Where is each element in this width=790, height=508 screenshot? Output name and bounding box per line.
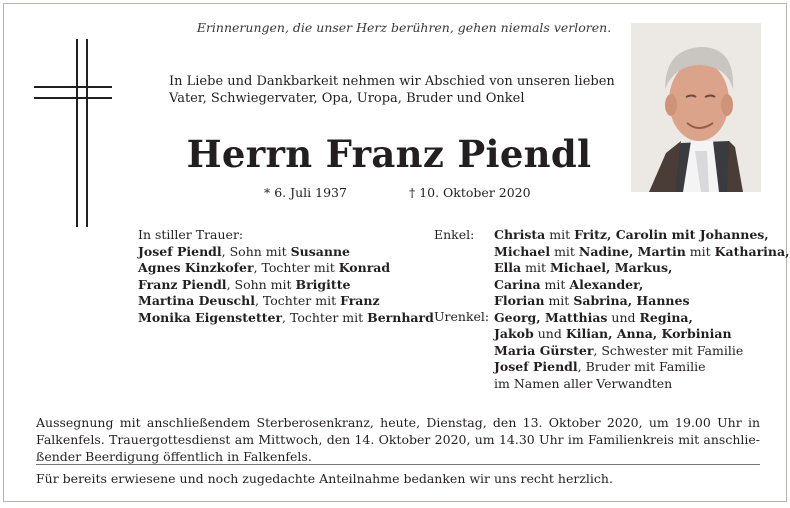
list-item: Maria Gürster, Schwester mit Familie bbox=[494, 342, 744, 358]
intro-line: In Liebe und Dankbarkeit nehmen wir Abschied von unseren lieben bbox=[169, 74, 615, 89]
obituary-notice bbox=[3, 3, 790, 502]
service-announcement bbox=[36, 414, 760, 465]
list-item: Florian mit Sabrina, Hannes bbox=[494, 293, 690, 308]
list-item: Carina mit Alexander, bbox=[494, 276, 644, 292]
cross-icon bbox=[34, 39, 112, 227]
list-item: Monika Eigenstetter, Tochter mit Bernhard bbox=[138, 309, 434, 325]
birth-date: * 6. Juli 1937 bbox=[264, 185, 347, 200]
list-item: Jakob und Kilian, Anna, Korbinian bbox=[494, 326, 732, 341]
intro-line: Vater, Schwiegervater, Opa, Uropa, Bruder und Onkel bbox=[169, 91, 525, 106]
list-item: Agnes Kinzkofer, Tochter mit Konrad bbox=[138, 260, 391, 275]
life-dates bbox=[264, 185, 531, 200]
portrait-photo bbox=[631, 23, 761, 192]
list-item: Michael mit Nadine, Martin mit Katharina, bbox=[494, 243, 790, 259]
list-item: Franz Piendl, Sohn mit Brigitte bbox=[138, 276, 351, 292]
list-item: Ella mit Michael, Markus, bbox=[494, 260, 673, 275]
service-line: Falkenfels. Trauergottesdienst am Mittwoch, den 14. Oktober 2020, um 14.30 Uhr im Familienkreis mit anschlie- bbox=[36, 432, 760, 447]
thanks-text: Für bereits erwiesene und noch zugedachte Anteilnahme bedanken wir uns recht herzlich. bbox=[36, 471, 613, 486]
list-item: Josef Piendl, Bruder mit Familie bbox=[494, 359, 706, 374]
service-line: ßender Beerdigung öffentlich in Falkenfels. bbox=[36, 449, 312, 464]
list-item: Josef Piendl, Sohn mit Susanne bbox=[138, 243, 351, 259]
deceased-name: Herrn Franz Piendl bbox=[186, 132, 592, 176]
list-item: im Namen aller Verwandten bbox=[494, 375, 673, 391]
mourners-list bbox=[138, 227, 434, 326]
list-item: Martina Deuschl, Tochter mit Franz bbox=[138, 293, 380, 308]
death-date: † 10. Oktober 2020 bbox=[408, 185, 531, 200]
service-line: Aussegnung mit anschließendem Sterberosenkranz, heute, Dienstag, den 13. Oktober 2020, um 19.00 Uhr in bbox=[36, 415, 760, 430]
great-grandchildren-label: Urenkel: bbox=[434, 309, 490, 324]
motto: Erinnerungen, die unser Herz berühren, gehen niemals verloren. bbox=[196, 20, 612, 35]
mourners-heading: In stiller Trauer: bbox=[138, 227, 244, 242]
grandchildren-label: Enkel: bbox=[434, 227, 475, 242]
intro-text bbox=[169, 73, 619, 107]
divider bbox=[36, 464, 760, 465]
list-item: Christa mit Fritz, Carolin mit Johannes, bbox=[494, 227, 769, 242]
family-list bbox=[494, 227, 789, 392]
list-item: Georg, Matthias und Regina, bbox=[494, 309, 693, 325]
